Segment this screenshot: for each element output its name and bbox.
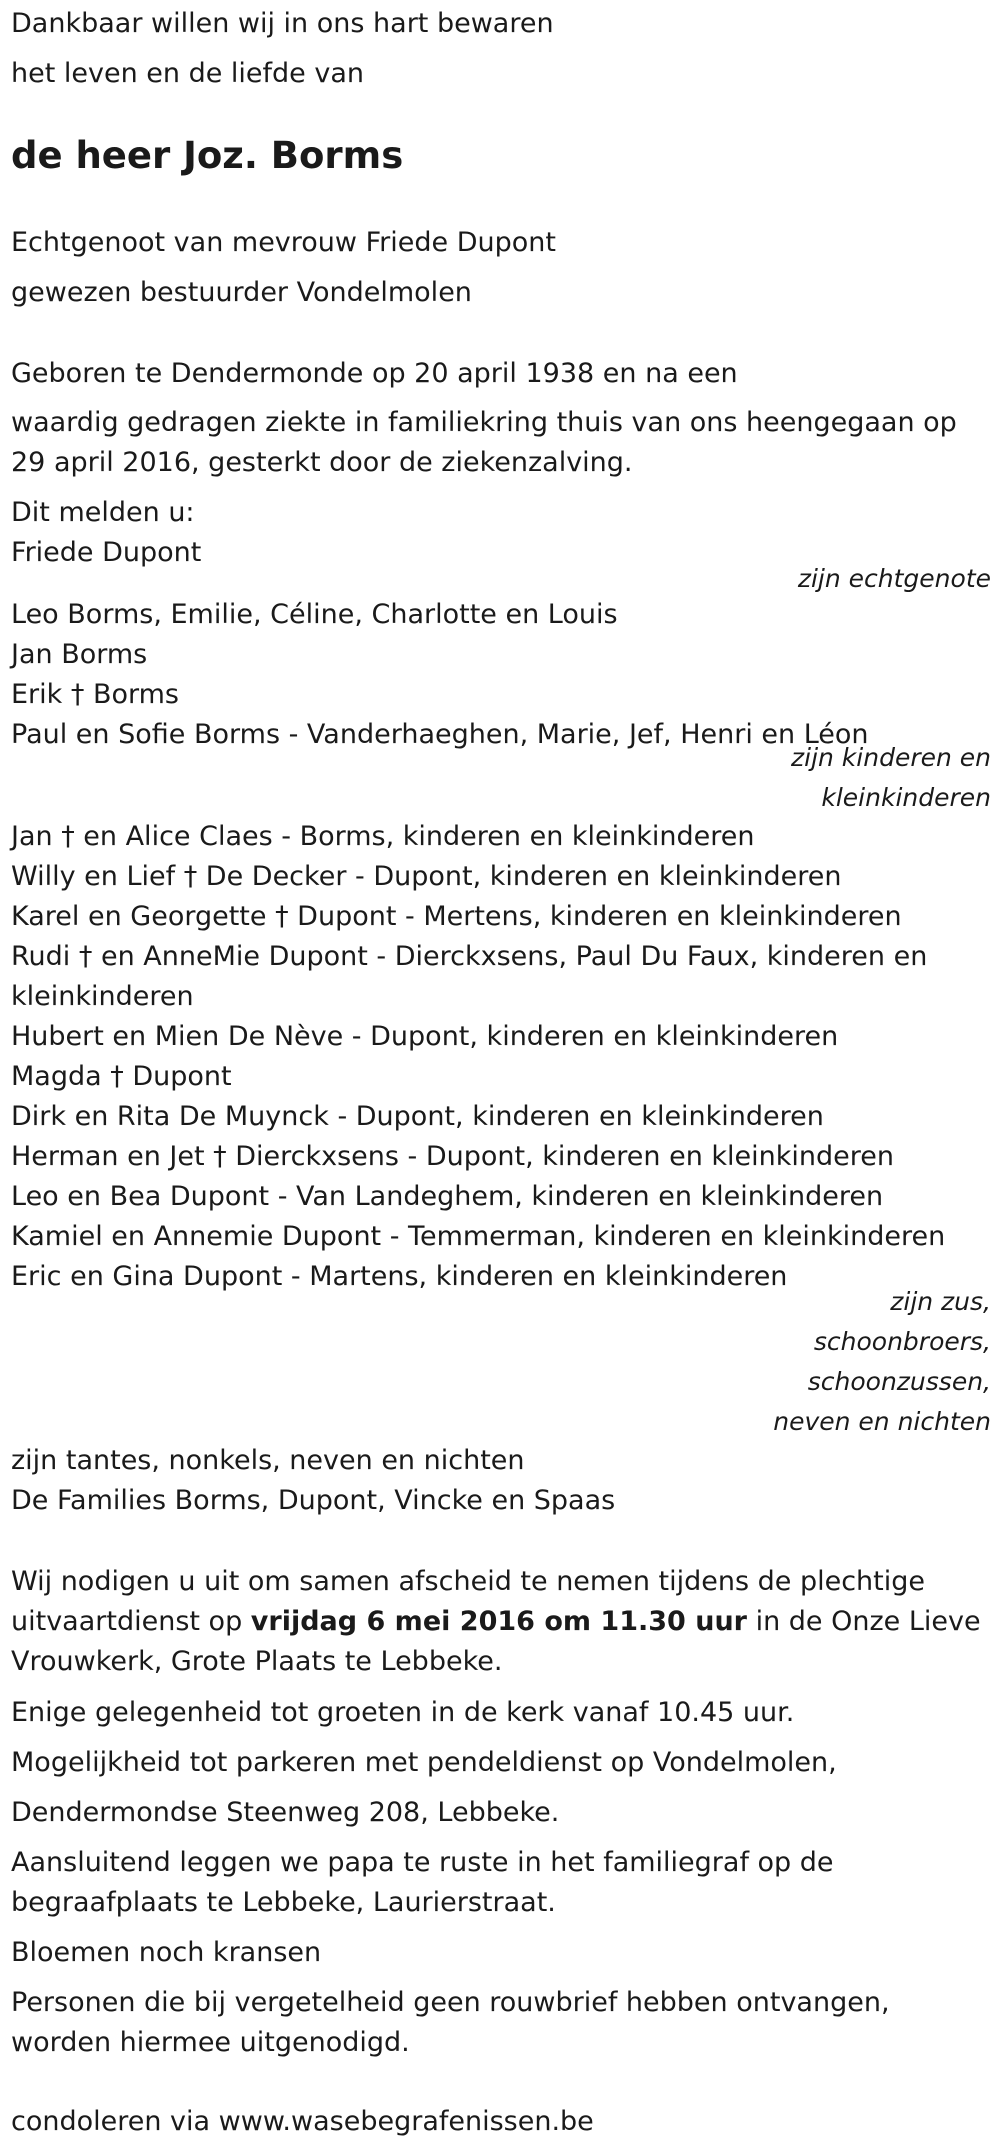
parking-line-2: Dendermondse Steenweg 208, Lebbeke. (11, 1797, 560, 1828)
sibling-member: Kamiel en Annemie Dupont - Temmerman, kinderen en kleinkinderen (11, 1221, 946, 1252)
greeting-line: Enige gelegenheid tot groeten in de kerk vanaf 10.45 uur. (11, 1697, 795, 1728)
sibling-member: Hubert en Mien De Nève - Dupont, kinderen en kleinkinderen (11, 1021, 839, 1052)
service-paragraph (11, 1562, 991, 1682)
sibling-member: Willy en Lief † De Decker - Dupont, kinderen en kleinkinderen (11, 861, 842, 892)
condolence-line: condoleren via www.wasebegrafenissen.be (11, 2106, 594, 2137)
birth-line-2: waardig gedragen ziekte in familiekring thuis van ons heengegaan op 29 april 2016, gesterkt door de ziekenzalving. (11, 407, 957, 478)
service-date: vrijdag 6 mei 2016 om 11.30 uur (250, 1606, 747, 1637)
deceased-name: de heer Joz. Borms (11, 134, 404, 177)
relation-siblings-4: neven en nichten (773, 1407, 991, 1436)
children-member: Erik † Borms (11, 679, 179, 710)
sibling-member: Eric en Gina Dupont - Martens, kinderen en kleinkinderen (11, 1261, 788, 1292)
sibling-member: Magda † Dupont (11, 1061, 232, 1092)
service-text-after: in de Onze Lieve Vrouwkerk, Grote Plaats te Lebbeke. (11, 1606, 981, 1677)
role-line: gewezen bestuurder Vondelmolen (11, 277, 472, 308)
children-member: Paul en Sofie Borms - Vanderhaeghen, Marie, Jef, Henri en Léon (11, 719, 869, 750)
flowers-line: Bloemen noch kransen (11, 1937, 322, 1968)
intro-line-1: Dankbaar willen wij in ons hart bewaren (11, 8, 554, 39)
extended-family-line: De Families Borms, Dupont, Vincke en Spaas (11, 1485, 616, 1516)
sibling-member: Rudi † en AnneMie Dupont - Dierckxsens, Paul Du Faux, kinderen en kleinkinderen (11, 941, 928, 1012)
spouse-line: Echtgenoot van mevrouw Friede Dupont (11, 227, 556, 258)
sibling-member: Herman en Jet † Dierckxsens - Dupont, kinderen en kleinkinderen (11, 1141, 894, 1172)
extended-family-line: zijn tantes, nonkels, neven en nichten (11, 1445, 525, 1476)
children-member: Jan Borms (11, 639, 148, 670)
relation-siblings-3: schoonzussen, (807, 1367, 991, 1396)
spouse-member: Friede Dupont (11, 537, 202, 568)
relation-children-2: kleinkinderen (821, 783, 991, 812)
relation-children-1: zijn kinderen en (791, 743, 991, 772)
children-member: Leo Borms, Emilie, Céline, Charlotte en Louis (11, 599, 618, 630)
sibling-member: Karel en Georgette † Dupont - Mertens, kinderen en kleinkinderen (11, 901, 902, 932)
birth-line-1: Geboren te Dendermonde op 20 april 1938 en na een (11, 358, 738, 389)
service-text-before: Wij nodigen u uit om samen afscheid te nemen tijdens de plechtige uitvaartdienst op (11, 1566, 926, 1637)
sibling-member: Leo en Bea Dupont - Van Landeghem, kinderen en kleinkinderen (11, 1181, 884, 1212)
relation-siblings-1: zijn zus, (890, 1287, 991, 1316)
burial-paragraph: Aansluitend leggen we papa te ruste in het familiegraf op de begraafplaats te Lebbeke, Laurierstraat. (11, 1847, 834, 1918)
intro-line-2: het leven en de liefde van (11, 58, 365, 89)
sibling-member: Dirk en Rita De Muynck - Dupont, kinderen en kleinkinderen (11, 1101, 824, 1132)
parking-line-1: Mogelijkheid tot parkeren met pendeldienst op Vondelmolen, (11, 1747, 837, 1778)
invite-paragraph: Personen die bij vergetelheid geen rouwbrief hebben ontvangen, worden hiermee uitgenodigd. (11, 1987, 890, 2058)
sibling-member: Jan † en Alice Claes - Borms, kinderen en kleinkinderen (11, 821, 755, 852)
relation-spouse: zijn echtgenote (797, 564, 991, 593)
relation-siblings-2: schoonbroers, (813, 1327, 991, 1356)
announce-line: Dit melden u: (11, 497, 195, 528)
